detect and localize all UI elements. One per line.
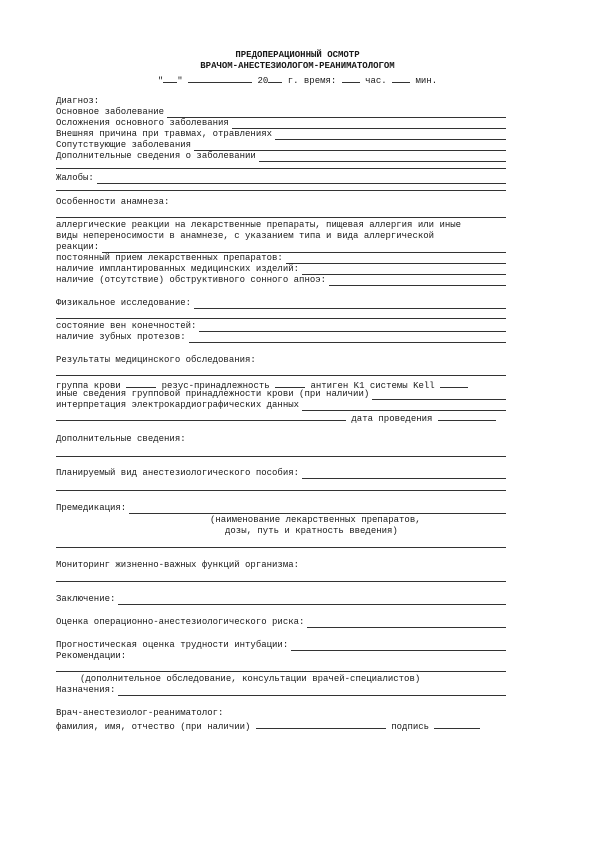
blank-line[interactable]	[56, 168, 506, 169]
risk-row: Оценка операционно-анестезиологического риска:	[56, 617, 506, 628]
comorbid-field[interactable]	[194, 141, 506, 151]
blank-line[interactable]	[56, 217, 506, 218]
year-field[interactable]	[268, 73, 282, 83]
ecg-field[interactable]	[302, 401, 506, 411]
monitoring-label: Мониторинг жизненно-важных функций организма:	[56, 560, 300, 570]
complaints-row: Жалобы:	[56, 173, 506, 184]
blank-line[interactable]	[56, 490, 506, 491]
external-cause-field[interactable]	[275, 130, 506, 140]
prescriptions-field[interactable]	[118, 686, 506, 696]
other-blood-field[interactable]	[372, 390, 506, 400]
allergy-text-2: виды непереносимости в анамнезе, с указанием типа и вида аллергической	[56, 231, 435, 241]
blank-line[interactable]	[56, 318, 506, 319]
physical-exam-field[interactable]	[194, 299, 506, 309]
anamnesis-heading: Особенности анамнеза:	[56, 197, 170, 207]
premedication-row: Премедикация:	[56, 503, 506, 514]
ecg-date-field[interactable]	[438, 411, 496, 421]
medications-row: постоянный прием лекарственных препаратов:	[56, 253, 506, 264]
veins-field[interactable]	[199, 322, 506, 332]
hours-field[interactable]	[342, 73, 360, 83]
disease-additional-field[interactable]	[259, 152, 506, 162]
signature-field[interactable]	[434, 719, 480, 729]
complications-field[interactable]	[232, 119, 506, 129]
dentures-field[interactable]	[189, 333, 506, 343]
ecg-date-row: дата проведения	[56, 411, 506, 422]
kell-field[interactable]	[440, 378, 468, 388]
doctor-name-field[interactable]	[256, 719, 386, 729]
complaints-field[interactable]	[97, 174, 506, 184]
allergy-field[interactable]	[102, 243, 506, 253]
risk-field[interactable]	[307, 618, 506, 628]
blood-group-field[interactable]	[126, 378, 156, 388]
month-field[interactable]	[188, 73, 252, 83]
date-time-line: " " 20 г. время: час. мин.	[0, 73, 595, 87]
premedication-note-2: дозы, путь и кратность введения)	[225, 526, 398, 536]
physical-exam-row: Физикальное исследование:	[56, 298, 506, 309]
other-blood-row: иные сведения групповой принадлежности крови (при наличии)	[56, 389, 506, 400]
complications-row: Осложнения основного заболевания	[56, 118, 506, 129]
recommendations-note: (дополнительное обследование, консультации врачей-специалистов)	[80, 674, 421, 684]
recommendations-label: Рекомендации:	[56, 651, 127, 661]
signature-row: фамилия, имя, отчество (при наличии) подпись	[56, 719, 506, 730]
diagnosis-heading: Диагноз:	[56, 96, 100, 106]
planned-anesthesia-row: Планируемый вид анестезиологического пособия:	[56, 468, 506, 479]
apnea-field[interactable]	[329, 276, 506, 286]
disease-additional-row: Дополнительные сведения о заболевании	[56, 151, 506, 162]
intubation-field[interactable]	[291, 641, 506, 651]
medications-field[interactable]	[286, 254, 506, 264]
doctor-role-label: Врач-анестезиолог-реаниматолог:	[56, 708, 224, 718]
blank-line[interactable]	[56, 547, 506, 548]
veins-row: состояние вен конечностей:	[56, 321, 506, 332]
recommendations-field[interactable]	[56, 671, 506, 672]
results-heading: Результаты медицинского обследования:	[56, 355, 256, 365]
conclusion-row: Заключение:	[56, 594, 506, 605]
minutes-field[interactable]	[392, 73, 410, 83]
ecg-continuation-field[interactable]	[56, 411, 346, 421]
allergy-row: реакции:	[56, 242, 506, 253]
day-field[interactable]	[163, 73, 177, 83]
blank-line[interactable]	[56, 190, 506, 191]
rh-field[interactable]	[275, 378, 305, 388]
external-cause-row: Внешняя причина при травмах, отравлениях	[56, 129, 506, 140]
ecg-row: интерпретация электрокардиографических данных	[56, 400, 506, 411]
comorbid-row: Сопутствующие заболевания	[56, 140, 506, 151]
intubation-row: Прогностическая оценка трудности интубации:	[56, 640, 506, 651]
form-title: ПРЕДОПЕРАЦИОННЫЙ ОСМОТР	[235, 50, 360, 60]
premedication-field[interactable]	[129, 504, 506, 514]
implants-field[interactable]	[302, 265, 506, 275]
allergy-text-1: аллергические реакции на лекарственные препараты, пищевая аллергия или иные	[56, 220, 462, 230]
additional-info-label: Дополнительные сведения:	[56, 434, 186, 444]
main-disease-field[interactable]	[167, 108, 506, 118]
dentures-row: наличие зубных протезов:	[56, 332, 506, 343]
form-subtitle: ВРАЧОМ-АНЕСТЕЗИОЛОГОМ-РЕАНИМАТОЛОГОМ	[200, 61, 395, 71]
conclusion-field[interactable]	[118, 595, 506, 605]
apnea-row: наличие (отсутствие) обструктивного сонного апноэ:	[56, 275, 506, 286]
planned-anesthesia-field[interactable]	[302, 469, 506, 479]
prescriptions-row: Назначения:	[56, 685, 506, 696]
implants-row: наличие имплантированных медицинских изделий:	[56, 264, 506, 275]
additional-info-field[interactable]	[56, 456, 506, 457]
premedication-note-1: (наименование лекарственных препаратов,	[210, 515, 421, 525]
blank-line[interactable]	[56, 375, 506, 376]
main-disease-row: Основное заболевание	[56, 107, 506, 118]
blood-row: группа крови резус-принадлежность антиген K1 системы Kell	[56, 378, 506, 389]
monitoring-field[interactable]	[56, 581, 506, 582]
